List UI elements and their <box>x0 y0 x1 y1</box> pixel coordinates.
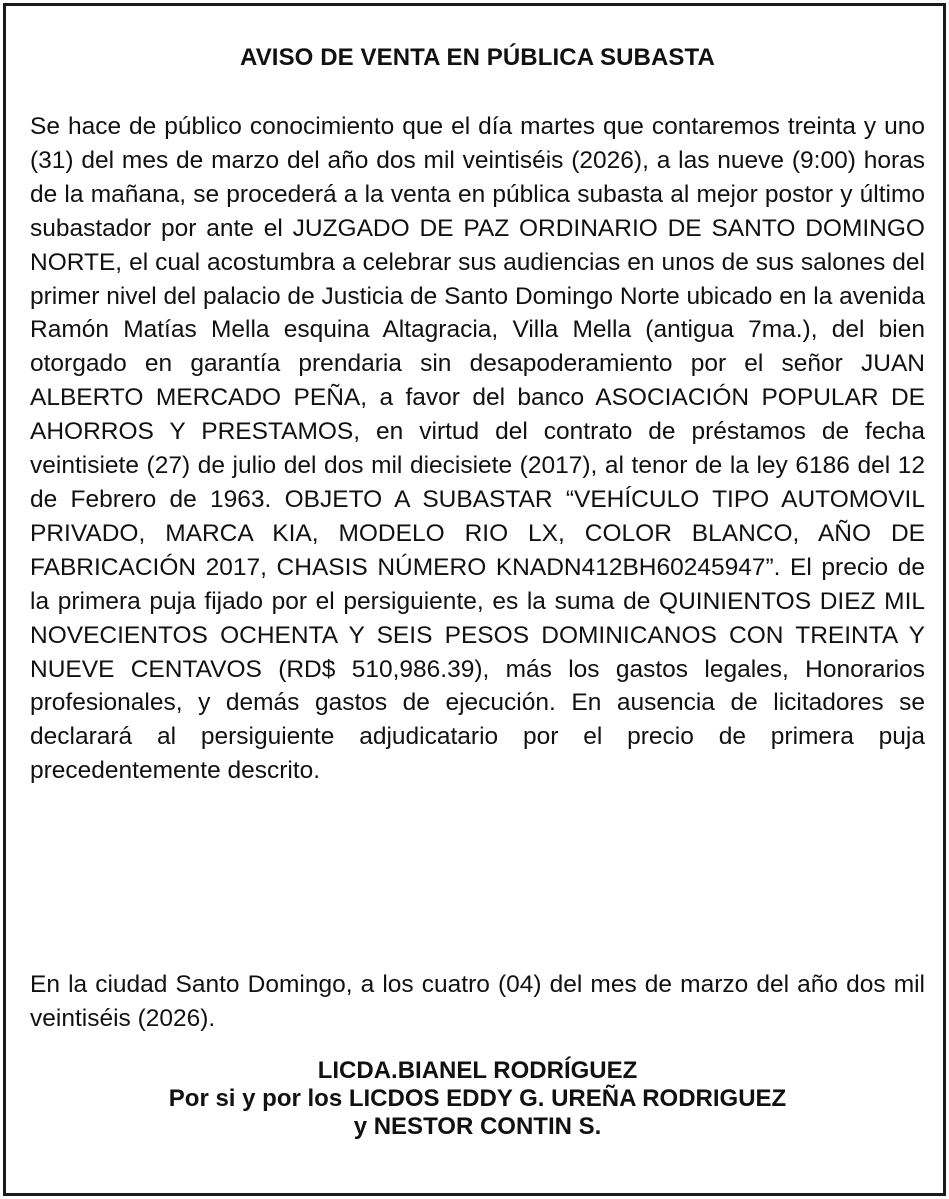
signature-block <box>6 1057 949 1141</box>
signature-name: LICDA.BIANEL RODRÍGUEZ <box>317 1057 638 1084</box>
signature-line-3: y NESTOR CONTIN S. <box>353 1113 602 1140</box>
notice-closing: En la ciudad Santo Domingo, a los cuatro (04) del mes de marzo del año dos mil veintiséis (2026). <box>30 971 925 1032</box>
notice-body: Se hace de público conocimiento que el día martes que contaremos treinta y uno (31) del mes de marzo del año dos mil veintiséis (2026), a las nueve (9:00) horas de la mañana, se procederá a la venta en pública subasta al mejor postor y último subastador por ante el JUZGADO DE PAZ ORDINARIO DE SANTO DOMINGO NORTE, el cual acostumbra a celebrar sus audiencias en unos de sus salones del primer nivel del palacio de Justicia de Santo Domingo Norte ubicado en la avenida Ramón Matías Mella esquina Altagracia, Villa Mella (antigua 7ma.), del bien otorgado en garantía prendaria sin desapoderamiento por el señor JUAN ALBERTO MERCADO PEÑA, a favor del banco ASOCIACIÓN POPULAR DE AHORROS Y PRESTAMOS, en virtud del contrato de préstamos de fecha veintisiete (27) de julio del dos mil diecisiete (2017), al tenor de la ley 6186 del 12 de Febrero de 1963. OBJETO A SUBASTAR “VEHÍCULO TIPO AUTOMOVIL PRIVADO, MARCA KIA, MODELO RIO LX, COLOR BLANCO, AÑO DE FABRICACIÓN 2017, CHASIS NÚMERO KNADN412BH60245947”. El precio de la primera puja fijado por el persiguiente, es la suma de QUINIENTOS DIEZ MIL NOVECIENTOS OCHENTA Y SEIS PESOS DOMINICANOS CON TREINTA Y NUEVE CENTAVOS (RD$ 510,986.39), más los gastos legales, Honorarios profesionales, y demás gastos de ejecución. En ausencia de licitadores se declarará al persiguiente adjudicatario por el precio de primera puja precedentemente descrito. <box>30 113 925 785</box>
signature-line-2: Por si y por los LICDOS EDDY G. UREÑA RODRIGUEZ <box>168 1085 787 1112</box>
notice-border <box>3 3 946 1196</box>
notice-title: AVISO DE VENTA EN PÚBLICA SUBASTA <box>240 44 715 71</box>
